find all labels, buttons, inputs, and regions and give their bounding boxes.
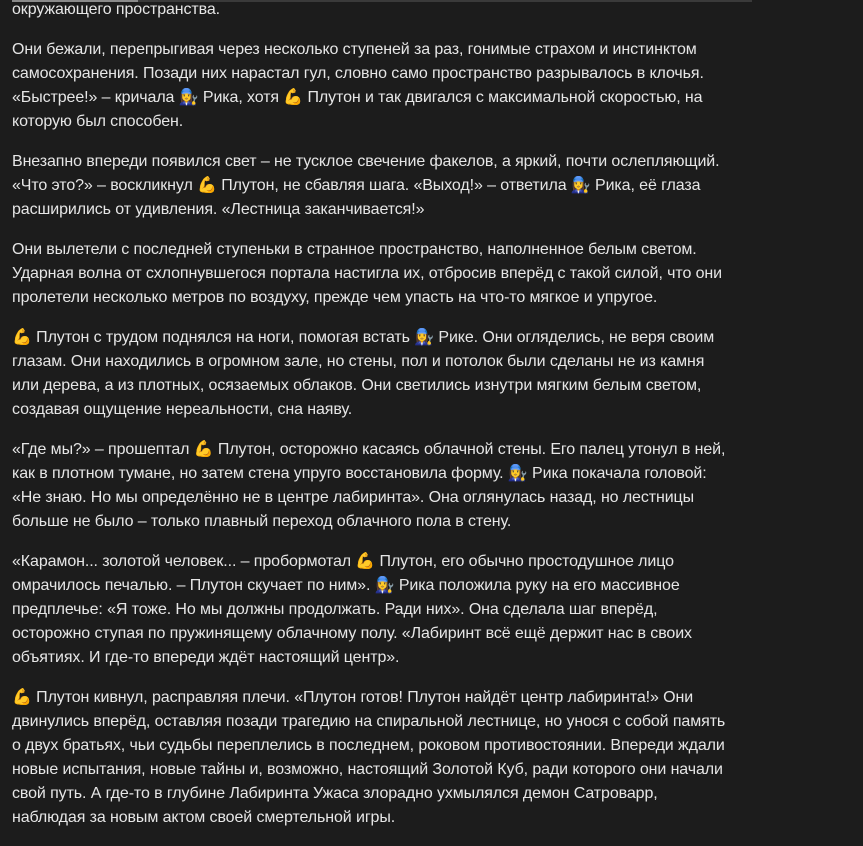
paragraph-line: как в плотном тумане, но затем стена упруго восстановила форму. 👩‍🔧 Рика покачала головой:	[12, 465, 707, 482]
paragraph-line: омрачилось печалью. – Плутон скучает по ним». 👩‍🔧 Рика положила руку на его массивное	[12, 577, 680, 594]
paragraph-line: предплечье: «Я тоже. Но мы должны продолжать. Ради них». Она сделала шаг вперёд,	[12, 601, 658, 618]
paragraph-line: Они вылетели с последней ступеньки в странное пространство, наполненное белым светом.	[12, 241, 697, 258]
story-paragraph	[12, 686, 757, 830]
story-paragraph	[12, 38, 757, 134]
paragraph-line: создавая ощущение нереальности, сна наяву.	[12, 401, 353, 418]
paragraph-line: окружающего пространства.	[12, 1, 221, 18]
story-paragraph	[12, 438, 757, 534]
paragraph-line: пролетели несколько метров по воздуху, прежде чем упасть на что-то мягкое и упругое.	[12, 289, 658, 306]
paragraph-line: наблюдая за новым актом своей смертельной игры.	[12, 809, 396, 826]
story-text	[12, 0, 757, 846]
paragraph-line: которую был способен.	[12, 113, 184, 130]
story-paragraph	[12, 326, 757, 422]
paragraph-line: больше не было – только плавный переход облачного пола в стену.	[12, 513, 512, 530]
paragraph-line: «Быстрее!» – кричала 👩‍🔧 Рика, хотя 💪 Плутон и так двигался с максимальной скоростью, на	[12, 89, 703, 106]
paragraph-line: свой путь. А где-то в глубине Лабиринта Ужаса злорадно ухмылялся демон Сатроварр,	[12, 785, 658, 802]
paragraph-line: 💪 Плутон с трудом поднялся на ноги, помогая встать 👩‍🔧 Рике. Они огляделись, не веря своим	[12, 329, 715, 346]
paragraph-line: «Карамон... золотой человек... – пробормотал 💪 Плутон, его обычно простодушное лицо	[12, 553, 674, 570]
paragraph-line: «Где мы?» – прошептал 💪 Плутон, осторожно касаясь облачной стены. Его палец утонул в ней,	[12, 441, 726, 458]
paragraph-line: Они бежали, перепрыгивая через несколько ступеней за раз, гонимые страхом и инстинктом	[12, 41, 697, 58]
paragraph-line: новые испытания, новые тайны и, возможно, настоящий Золотой Куб, ради которого они начали	[12, 761, 723, 778]
paragraph-line: двинулись вперёд, оставляя позади трагедию на спиральной лестнице, но унося с собой память	[12, 713, 726, 730]
paragraph-line: «Не знаю. Но мы определённо не в центре лабиринта». Она оглянулась назад, но лестницы	[12, 489, 695, 506]
story-paragraph	[12, 550, 757, 670]
story-paragraph	[12, 0, 757, 22]
paragraph-line: самосохранения. Позади них нарастал гул, словно само пространство разрывалось в клочья.	[12, 65, 704, 82]
paragraph-line: осторожно ступая по пружинящему облачному полу. «Лабиринт всё ещё держит нас в своих	[12, 625, 692, 642]
paragraph-line: или дерева, а из плотных, осязаемых облаков. Они светились изнутри мягким белым светом,	[12, 377, 702, 394]
paragraph-line: Внезапно впереди появился свет – не тусклое свечение факелов, а яркий, почти ослепляющий.	[12, 153, 720, 170]
paragraph-line: Ударная волна от схлопнувшегося портала настигла их, отбросив вперёд с такой силой, что они	[12, 265, 722, 282]
paragraph-line: о двух братьях, чьи судьбы переплелись в последнем, роковом противостоянии. Впереди ждали	[12, 737, 725, 754]
paragraph-line: объятиях. И где-то впереди ждёт настоящий центр».	[12, 649, 400, 666]
story-paragraph	[12, 238, 757, 310]
paragraph-line: расширились от удивления. «Лестница заканчивается!»	[12, 201, 425, 218]
paragraph-line: «Что это?» – воскликнул 💪 Плутон, не сбавляя шага. «Выход!» – ответила 👩‍🔧 Рика, её глаза	[12, 177, 701, 194]
paragraph-line: 💪 Плутон кивнул, расправляя плечи. «Плутон готов! Плутон найдёт центр лабиринта!» Они	[12, 689, 694, 706]
story-paragraph	[12, 150, 757, 222]
paragraph-line: глазам. Они находились в огромном зале, но стены, пол и потолок были сделаны не из камня	[12, 353, 705, 370]
